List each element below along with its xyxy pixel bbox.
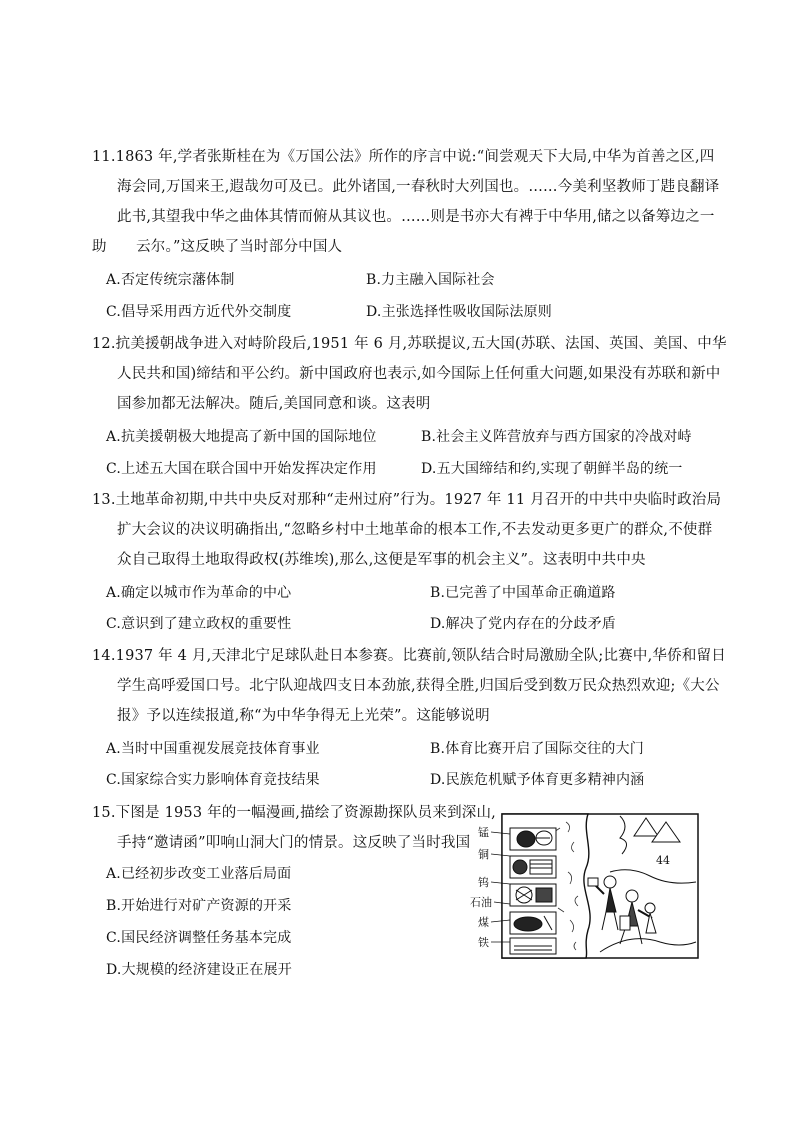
q11-option-d[interactable]: D.主张选择性吸收国际法原则 bbox=[366, 304, 552, 320]
resource-labels bbox=[470, 825, 492, 949]
q13-stem-line-3: 众自己取得土地取得政权(苏维埃),那么,这便是军事的机会主义”。这表明中共中央 bbox=[117, 552, 646, 568]
q13-option-a[interactable]: A.确定以城市作为革命的中心 bbox=[106, 585, 292, 601]
label-tungsten: 钨 bbox=[478, 876, 489, 889]
q11-stem-line-3: 此书,其望我中华之曲体其情而俯从其议也。……则是书亦大有裨于中华用,储之以备筹边之一 bbox=[117, 209, 715, 225]
q14-option-a[interactable]: A.当时中国重视发展竞技体育事业 bbox=[106, 741, 320, 757]
q11-option-a[interactable]: A.否定传统宗藩体制 bbox=[106, 272, 235, 288]
q15-option-a[interactable]: A.已经初步改变工业落后局面 bbox=[106, 866, 292, 882]
q12-stem-line-1: 12.抗美援朝战争进入对峙阶段后,1951 年 6 月,苏联提议,五大国(苏联、法国、英国、美国、中华 bbox=[92, 336, 727, 352]
q11-stem-line-2: 海会同,万国来王,遐哉勿可及已。此外诸国,一春秋时大列国也。……今美利坚教师丁韪良翻译 bbox=[117, 179, 720, 195]
q15-option-d[interactable]: D.大规模的经济建设正在展开 bbox=[106, 962, 292, 978]
q12-stem-line-3: 国参加都无法解决。随后,美国同意和谈。这表明 bbox=[117, 396, 431, 412]
q13-option-d[interactable]: D.解决了党内存在的分歧矛盾 bbox=[430, 616, 616, 632]
q15-stem-line-1: 15.下图是 1953 年的一幅漫画,描绘了资源勘探队员来到深山, bbox=[92, 805, 496, 821]
q11-option-b[interactable]: B.力主融入国际社会 bbox=[366, 272, 495, 288]
q15-option-c[interactable]: C.国民经济调整任务基本完成 bbox=[106, 930, 292, 946]
q14-stem-line-2: 学生高呼爱国口号。北宁队迎战四支日本劲旅,获得全胜,归国后受到数万民众热烈欢迎;《大公 bbox=[117, 678, 720, 694]
q13-stem-line-2: 扩大会议的决议明确指出,“忽略乡村中土地革命的根本工作,不去发动更多更广的群众,不使群 bbox=[117, 522, 713, 538]
q12-option-d[interactable]: D.五大国缔结和约,实现了朝鲜半岛的统一 bbox=[421, 461, 683, 477]
q15-stem-line-2: 手持“邀请函”叩响山洞大门的情景。这反映了当时我国 bbox=[117, 835, 471, 851]
q15-option-b[interactable]: B.开始进行对矿产资源的开采 bbox=[106, 898, 292, 914]
q14-stem-line-1: 14.1937 年 4 月,天津北宁足球队赴日本参赛。比赛前,领队结合时局激励全队;比赛中,华侨和留日 bbox=[92, 648, 726, 664]
q14-option-c[interactable]: C.国家综合实力影响体育竞技结果 bbox=[106, 772, 320, 788]
label-iron: 铁 bbox=[478, 936, 489, 949]
q13-option-c[interactable]: C.意识到了建立政权的重要性 bbox=[106, 616, 292, 632]
q14-stem-line-3: 报》予以连续报道,称“为中华争得无上光荣”。这能够说明 bbox=[117, 708, 490, 724]
q14-option-d[interactable]: D.民族危机赋予体育更多精神内涵 bbox=[430, 772, 645, 788]
cartoon-figure bbox=[470, 812, 700, 960]
q13-option-b[interactable]: B.已完善了中国革命正确道路 bbox=[430, 585, 616, 601]
label-copper: 铜 bbox=[478, 848, 489, 861]
q14-option-b[interactable]: B.体育比赛开启了国际交往的大门 bbox=[430, 741, 644, 757]
q12-option-c[interactable]: C.上述五大国在联合国中开始发挥决定作用 bbox=[106, 461, 377, 477]
q12-option-b[interactable]: B.社会主义阵营放弃与西方国家的冷战对峙 bbox=[421, 429, 692, 445]
q11-stem-line-1: 11.1863 年,学者张斯桂在为《万国公法》所作的序言中说:“间尝观天下大局,中华为首善之区,四 bbox=[92, 149, 715, 165]
cartoon-caption-text: 44 bbox=[656, 854, 670, 867]
q11-option-c[interactable]: C.倡导采用西方近代外交制度 bbox=[106, 304, 292, 320]
label-manganese: 锰 bbox=[478, 826, 489, 839]
label-coal: 煤 bbox=[478, 916, 489, 929]
q11-stem-line-4: 助 云尔。”这反映了当时部分中国人 bbox=[92, 239, 343, 255]
q12-stem-line-2: 人民共和国)缔结和平公约。新中国政府也表示,如今国际上任何重大问题,如果没有苏联和新中 bbox=[117, 366, 721, 382]
q13-stem-line-1: 13.土地革命初期,中共中央反对那种“走州过府”行为。1927 年 11 月召开的中共中央临时政治局 bbox=[92, 492, 722, 508]
label-petroleum: 石油 bbox=[470, 896, 492, 909]
q12-option-a[interactable]: A.抗美援朝极大地提高了新中国的国际地位 bbox=[106, 429, 377, 445]
